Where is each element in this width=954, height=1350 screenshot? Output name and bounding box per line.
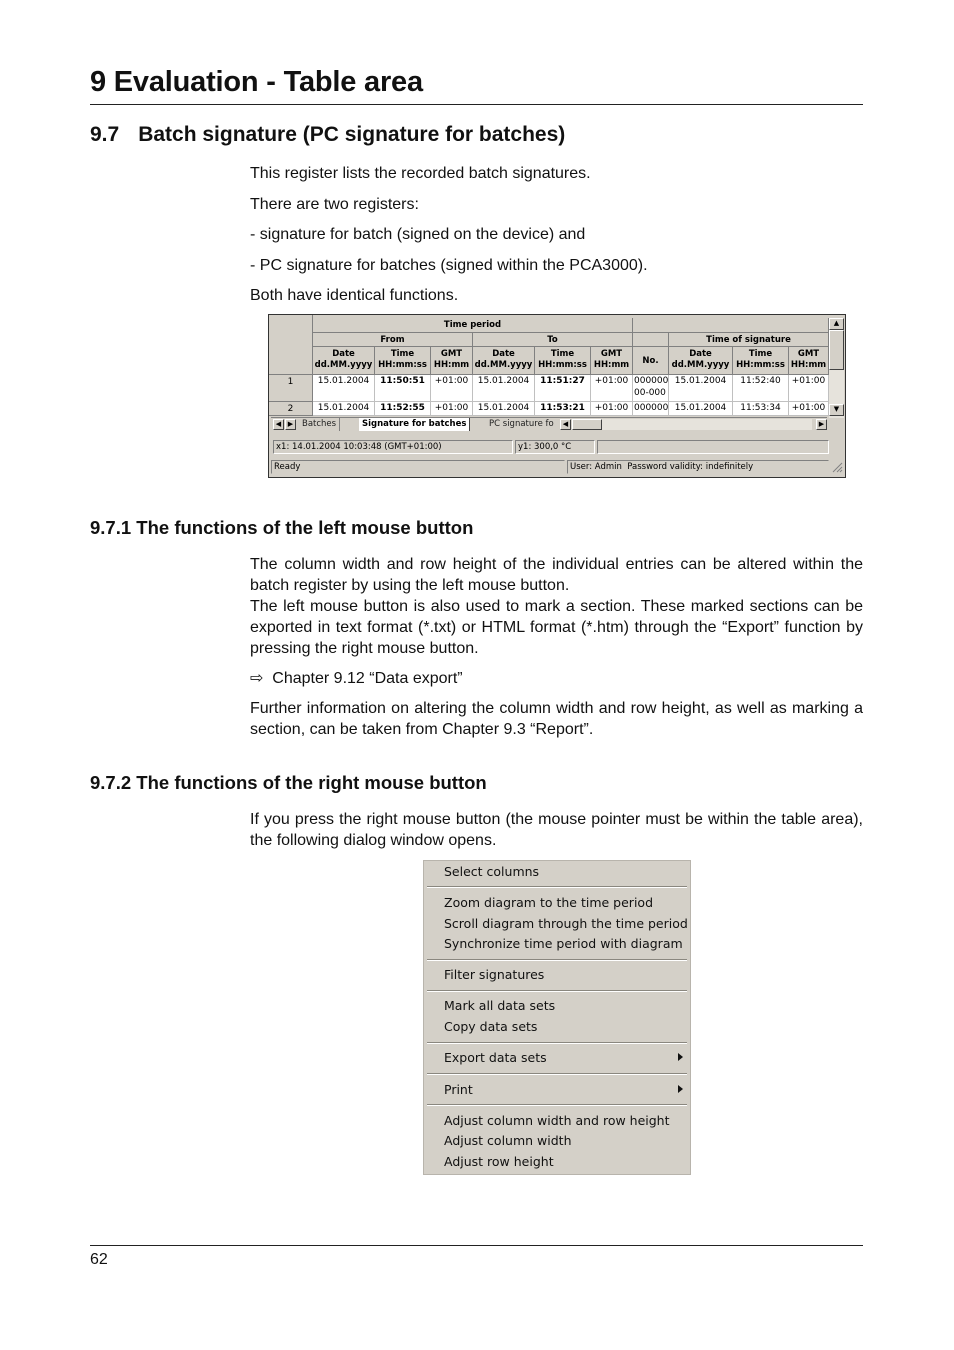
table-cell[interactable]: 15.01.2004 xyxy=(313,402,375,416)
col-to-gmt[interactable] xyxy=(591,347,633,375)
menu-item-adjust-row-height[interactable]: Adjust row height xyxy=(444,1154,554,1169)
menu-item-synchronize-time-period[interactable]: Synchronize time period with diagram xyxy=(444,936,683,951)
horizontal-scrollbar[interactable] xyxy=(572,419,812,430)
sheet-tab-strip xyxy=(271,417,827,431)
scroll-up-icon[interactable]: ▲ xyxy=(829,318,844,330)
hscroll-right-icon[interactable]: ▶ xyxy=(816,419,827,430)
menu-separator xyxy=(427,1042,687,1044)
table-cell[interactable]: 15.01.2004 xyxy=(473,375,535,402)
col-to-gmt-label: GMT xyxy=(600,349,623,359)
table-cell[interactable]: +01:00 xyxy=(431,402,473,416)
col-sig-gmt-label: GMT xyxy=(797,349,820,359)
table-cell[interactable]: +01:00 xyxy=(789,375,829,402)
submenu-arrow-icon xyxy=(678,1053,683,1061)
section-number: 9.7 xyxy=(90,123,120,146)
col-from-date[interactable] xyxy=(313,347,375,375)
chapter-reference[interactable] xyxy=(250,668,863,689)
menu-item-zoom-diagram[interactable]: Zoom diagram to the time period xyxy=(444,895,654,910)
cursor-extra-field xyxy=(597,440,829,454)
subsection-heading-right-mouse: 9.7.2 The functions of the right mouse button xyxy=(90,772,487,793)
subsection-heading-left-mouse: 9.7.1 The functions of the left mouse button xyxy=(90,517,474,538)
table-cell[interactable]: +01:00 xyxy=(591,375,633,402)
header-time-of-signature[interactable]: Time of signature xyxy=(669,333,829,347)
tab-signature-for-batches[interactable]: Signature for batches xyxy=(359,418,470,431)
header-to[interactable]: To xyxy=(473,333,633,347)
menu-separator xyxy=(427,1104,687,1106)
status-password: Password validity: indefinitely xyxy=(627,462,754,472)
menu-item-select-columns[interactable]: Select columns xyxy=(444,864,540,879)
cursor-y-readout: y1: 300,0 °C xyxy=(515,440,595,454)
left-mouse-paragraph-1: The column width and row height of the individual entries can be altered within the batch register by using the left mouse button. xyxy=(250,556,863,594)
menu-item-copy-data-sets[interactable]: Copy data sets xyxy=(444,1019,538,1034)
col-to-date-format: dd.MM.yyyy xyxy=(474,360,533,370)
col-sig-date-format: dd.MM.yyyy xyxy=(671,360,730,370)
table-cell[interactable]: 15.01.2004 xyxy=(669,402,733,416)
col-from-time[interactable] xyxy=(375,347,431,375)
table-cell[interactable]: +01:00 xyxy=(591,402,633,416)
row-header[interactable]: 2 xyxy=(269,402,313,416)
page-number: 62 xyxy=(90,1251,108,1268)
menu-item-adjust-column-and-row[interactable]: Adjust column width and row height xyxy=(444,1113,670,1128)
col-to-time-label: Time xyxy=(550,349,575,359)
col-from-gmt-format: HH:mm xyxy=(433,360,470,370)
resize-grip-icon[interactable] xyxy=(831,461,843,473)
table-cell[interactable] xyxy=(633,375,669,402)
col-to-date-label: Date xyxy=(492,349,515,359)
intro-line-3: - signature for batch (signed on the device) and xyxy=(250,226,586,243)
col-sig-gmt[interactable] xyxy=(789,347,829,375)
footer-rule xyxy=(90,1245,863,1246)
right-mouse-paragraph: If you press the right mouse button (the mouse pointer must be within the table area), the following dialog window opens. xyxy=(250,811,863,849)
menu-item-filter-signatures[interactable]: Filter signatures xyxy=(444,967,545,982)
col-sig-date-label: Date xyxy=(689,349,712,359)
status-ready: Ready xyxy=(271,460,565,474)
menu-separator xyxy=(427,990,687,992)
col-sig-time-format: HH:mm:ss xyxy=(736,360,785,370)
menu-item-adjust-column-width[interactable]: Adjust column width xyxy=(444,1133,572,1148)
scroll-thumb[interactable] xyxy=(829,330,844,370)
header-empty xyxy=(633,318,829,333)
intro-line-5: Both have identical functions. xyxy=(250,287,459,304)
row-header[interactable]: 1 xyxy=(269,375,313,402)
table-cell[interactable]: 15.01.2004 xyxy=(313,375,375,402)
reference-arrow-icon: ⇨ xyxy=(250,670,264,687)
menu-separator xyxy=(427,959,687,961)
table-cell[interactable]: 11:53:34 xyxy=(733,402,789,416)
intro-line-2: There are two registers: xyxy=(250,196,419,213)
col-sig-time[interactable] xyxy=(733,347,789,375)
col-to-time-format: HH:mm:ss xyxy=(538,360,587,370)
table-cell[interactable]: 15.01.2004 xyxy=(473,402,535,416)
table-cell[interactable]: +01:00 xyxy=(789,402,829,416)
header-no-group xyxy=(633,333,669,347)
tab-first-icon[interactable]: ◀ xyxy=(273,419,284,430)
table-cell[interactable]: 11:53:21 xyxy=(535,402,591,416)
col-from-time-format: HH:mm:ss xyxy=(378,360,427,370)
batch-signature-table-window xyxy=(268,314,846,478)
section-heading xyxy=(90,123,565,147)
left-mouse-paragraph-3: Further information on altering the column width and row height, as well as marking a section, can be taken from Chapter 9.3 “Report”. xyxy=(250,700,863,738)
hscroll-left-icon[interactable]: ◀ xyxy=(560,419,571,430)
menu-separator xyxy=(427,886,687,888)
menu-item-mark-all[interactable]: Mark all data sets xyxy=(444,998,556,1013)
intro-line-4: - PC signature for batches (signed within the PCA3000). xyxy=(250,257,648,274)
intro-line-1: This register lists the recorded batch signatures. xyxy=(250,165,591,182)
menu-item-scroll-diagram[interactable]: Scroll diagram through the time period xyxy=(444,916,688,931)
scroll-down-icon[interactable]: ▼ xyxy=(829,404,844,416)
context-menu xyxy=(423,860,691,1175)
menu-item-print[interactable]: Print xyxy=(444,1082,473,1097)
table-cell[interactable]: 11:50:51 xyxy=(375,375,431,402)
col-sig-gmt-format: HH:mm xyxy=(790,360,827,370)
col-to-gmt-format: HH:mm xyxy=(593,360,630,370)
menu-item-export-data-sets[interactable]: Export data sets xyxy=(444,1050,547,1065)
col-to-time[interactable] xyxy=(535,347,591,375)
header-rule xyxy=(90,104,863,105)
menu-separator xyxy=(427,1073,687,1075)
header-time-period[interactable]: Time period xyxy=(313,318,633,333)
table-cell[interactable]: 11:51:27 xyxy=(535,375,591,402)
chapter-title: 9 Evaluation - Table area xyxy=(90,66,423,98)
col-sig-time-label: Time xyxy=(748,349,773,359)
hscroll-thumb[interactable] xyxy=(572,419,602,430)
header-from[interactable]: From xyxy=(313,333,473,347)
section-title: Batch signature (PC signature for batches) xyxy=(138,123,566,146)
table-corner-cell xyxy=(269,315,313,375)
submenu-arrow-icon xyxy=(678,1085,683,1093)
table-cell[interactable]: 000000 xyxy=(633,402,669,416)
table-cell[interactable]: +01:00 xyxy=(431,375,473,402)
col-to-date[interactable] xyxy=(473,347,535,375)
table-cell[interactable]: 11:52:40 xyxy=(733,375,789,402)
col-from-gmt[interactable] xyxy=(431,347,473,375)
reference-link[interactable]: Chapter 9.12 “Data export” xyxy=(272,670,463,687)
status-user xyxy=(567,460,829,474)
tab-next-icon[interactable]: ▶ xyxy=(285,419,296,430)
col-sig-date[interactable] xyxy=(669,347,733,375)
cell-no-line1: 000000 xyxy=(634,376,669,386)
col-from-gmt-label: GMT xyxy=(440,349,463,359)
col-no[interactable]: No. xyxy=(633,347,669,375)
table-cell[interactable]: 11:52:55 xyxy=(375,402,431,416)
tab-batches[interactable]: Batches xyxy=(299,418,340,431)
col-from-date-format: dd.MM.yyyy xyxy=(314,360,373,370)
cell-no-line2: 00-000 xyxy=(634,388,666,398)
tab-pc-signature[interactable]: PC signature fo xyxy=(489,419,554,429)
col-from-date-label: Date xyxy=(332,349,355,359)
left-mouse-paragraph-2: The left mouse button is also used to mark a section. These marked sections can be exported in text format (*.txt) or HTML format (*.htm) through the “Export” function by pressing the right mouse button. xyxy=(250,598,863,657)
cursor-x-readout: x1: 14.01.2004 10:03:48 (GMT+01:00) xyxy=(273,440,513,454)
table-cell[interactable]: 15.01.2004 xyxy=(669,375,733,402)
status-user-name: User: Admin xyxy=(570,462,622,472)
col-from-time-label: Time xyxy=(390,349,415,359)
